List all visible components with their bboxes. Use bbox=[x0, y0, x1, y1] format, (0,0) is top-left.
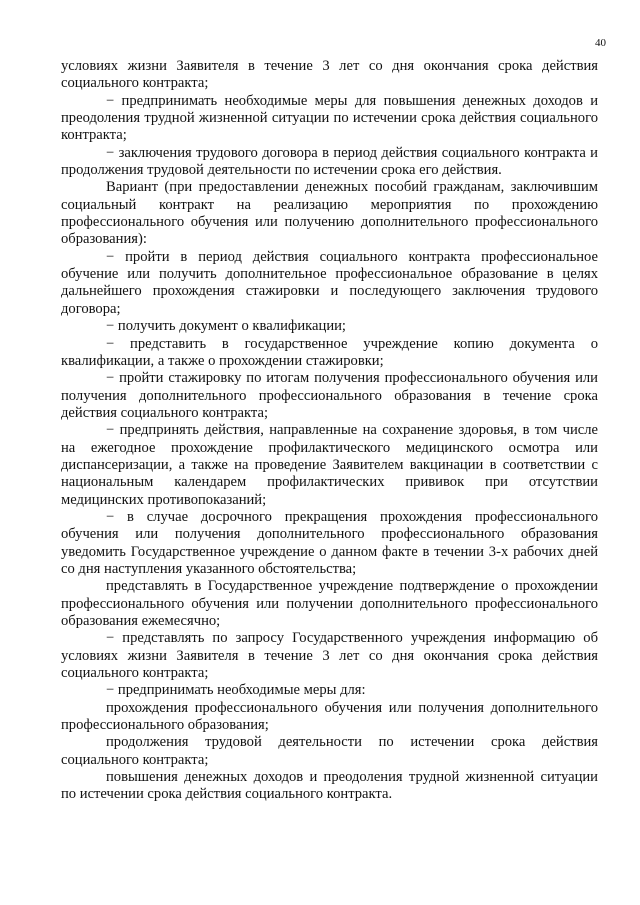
paragraph: − пройти стажировку по итогам получения профессионального обучения или получения дополнительного профессионального образования в течение срока действия социального контракта; bbox=[61, 370, 598, 421]
paragraph: прохождения профессионального обучения или получения дополнительного профессионального образования; bbox=[61, 699, 598, 734]
paragraph: повышения денежных доходов и преодоления трудной жизненной ситуации по истечении срока действия социального контракта. bbox=[61, 769, 598, 803]
paragraph: − пройти в период действия социального контракта профессиональное обучение или получить дополнительное профессиональное образование в целях дальнейшего прохождения стажировки и последующего заключения трудового договора; bbox=[61, 248, 598, 317]
paragraph: Вариант (при предоставлении денежных пособий гражданам, заключившим социальный контракт на реализацию мероприятия по прохождению профессионального обучения или получению дополнительного профессионального образования): bbox=[61, 179, 598, 248]
paragraph: − в случае досрочного прекращения прохождения профессионального обучения или получения дополнительного профессионального образования уведомить Государственное учреждение о данном факте в течении 3-х рабочих дней со дня наступления указанного обстоятельства; bbox=[61, 508, 598, 577]
paragraph: − представить в государственное учреждение копию документа о квалификации, а также о прохождении стажировки; bbox=[61, 335, 598, 369]
paragraph: − предпринимать необходимые меры для: bbox=[106, 682, 366, 699]
paragraph: − предпринимать необходимые меры для повышения денежных доходов и преодоления трудной жизненной ситуации по истечении срока действия социального контракта; bbox=[61, 92, 598, 144]
paragraph: − предпринять действия, направленные на сохранение здоровья, в том числе на ежегодное прохождение профилактического медицинского осмотра или диспансеризации, а также на проведение Заявителем вакцинации в соответствии с национальным календарем профилактических прививок при отсутствии медицинских противопоказаний; bbox=[61, 422, 598, 508]
paragraph: − заключения трудового договора в период действия социального контракта и продолжения трудовой деятельности по истечении срока его действия. bbox=[61, 144, 598, 179]
paragraph: условиях жизни Заявителя в течение 3 лет со дня окончания срока действия социального контракта; bbox=[61, 58, 598, 92]
document-body bbox=[61, 58, 598, 804]
paragraph: продолжения трудовой деятельности по истечении срока действия социального контракта; bbox=[61, 734, 598, 768]
paragraph: представлять в Государственное учреждение подтверждение о прохождении профессионального обучения или получении дополнительного профессионального образования ежемесячно; bbox=[61, 578, 598, 629]
paragraph: − представлять по запросу Государственного учреждения информацию об условиях жизни Заявителя в течение 3 лет со дня окончания срока действия социального контракта; bbox=[61, 630, 598, 682]
paragraph: − получить документ о квалификации; bbox=[106, 318, 346, 335]
page-number: 40 bbox=[595, 37, 606, 49]
